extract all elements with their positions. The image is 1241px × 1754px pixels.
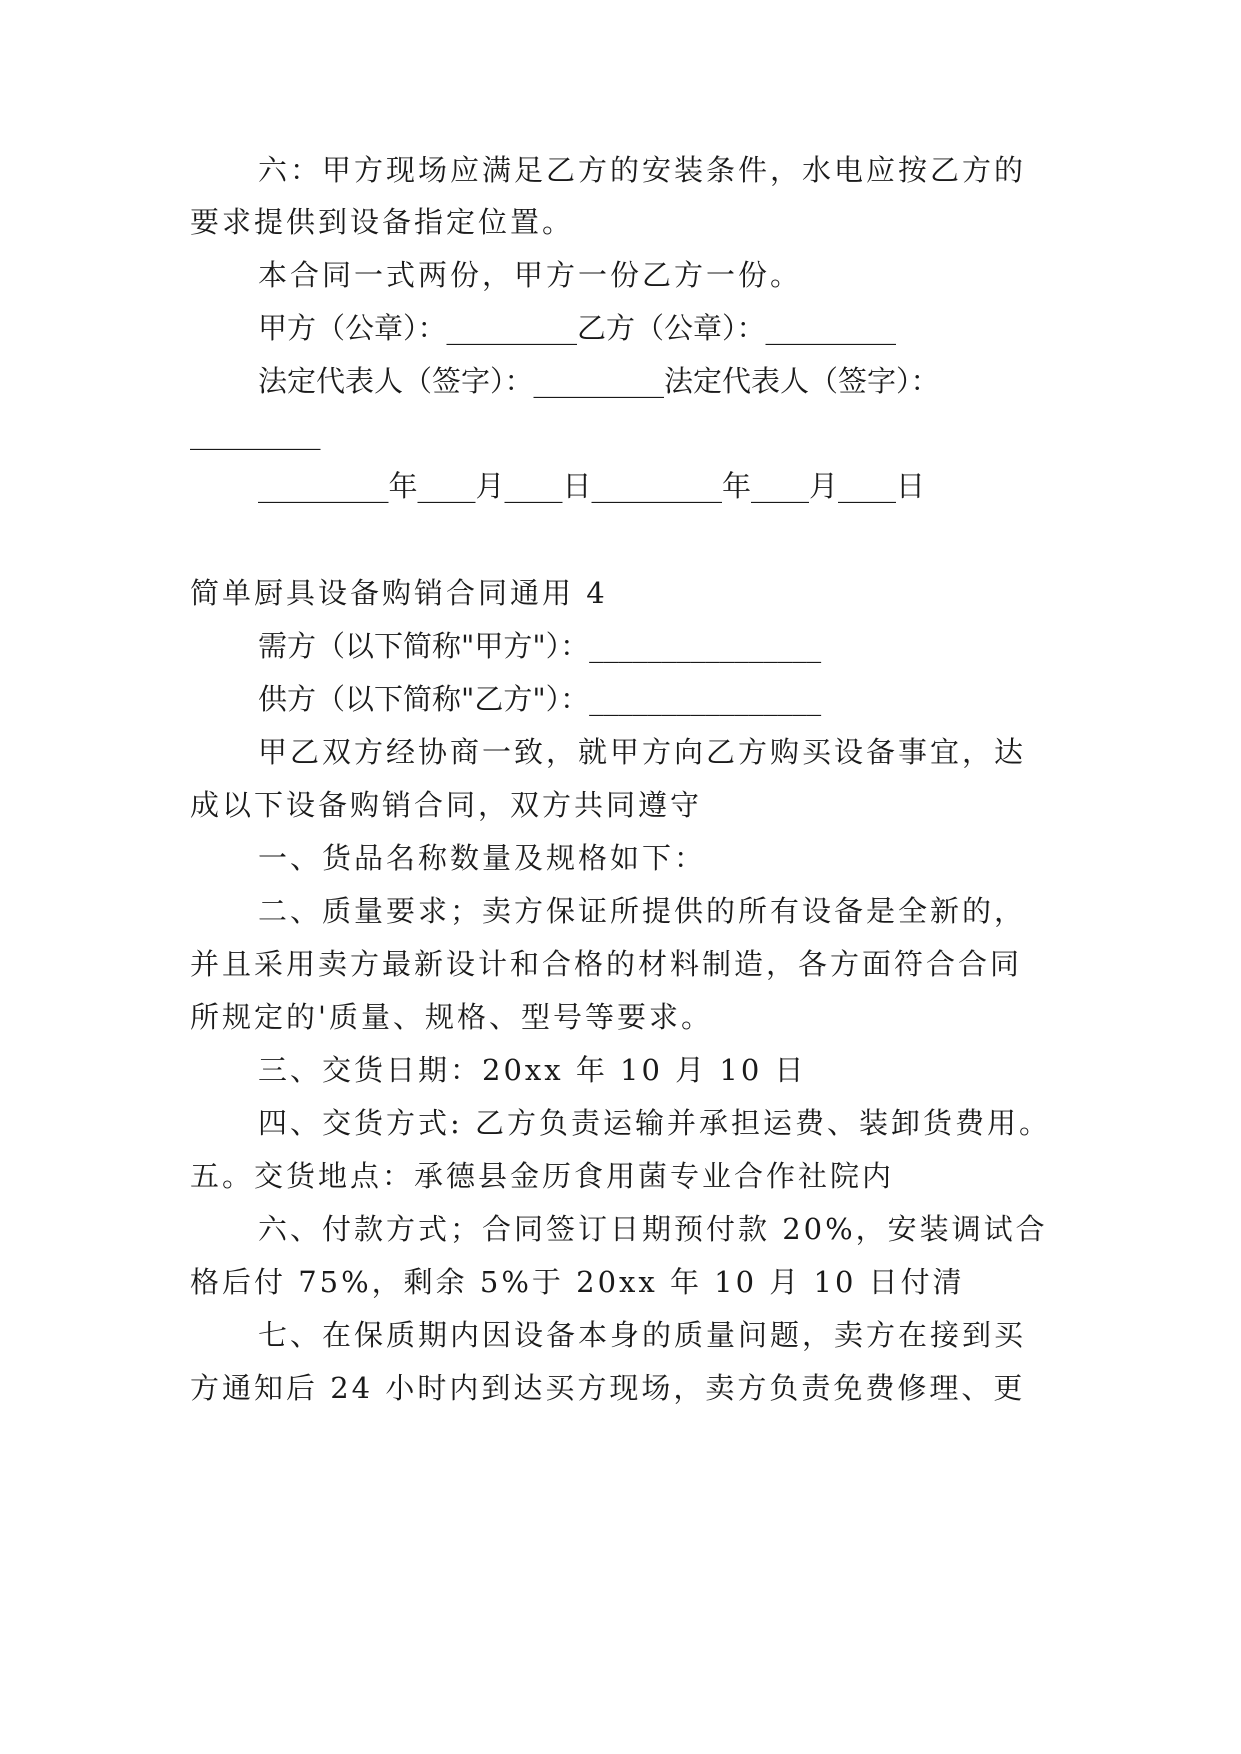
paragraph-line: 格后付 75%，剩余 5%于 20xx 年 10 月 10 日付清 <box>190 1265 965 1299</box>
paragraph-line: 本合同一式两份，甲方一份乙方一份。 <box>258 258 803 292</box>
clause-line: 二、质量要求；卖方保证所提供的所有设备是全新的， <box>258 894 1027 928</box>
date-line: _________年____月____日_________年____月____日 <box>258 469 926 503</box>
section-title: 简单厨具设备购销合同通用 4 <box>190 576 608 610</box>
paragraph-line: 所规定的'质量、规格、型号等要求。 <box>190 1000 713 1034</box>
paragraph-line: 并且采用卖方最新设计和合格的材料制造，各方面符合合同 <box>190 947 1023 981</box>
signature-line-seal: 甲方（公章）：_________乙方（公章）：_________ <box>258 311 897 345</box>
paragraph-line: 要求提供到设备指定位置。 <box>190 205 575 239</box>
paragraph-line: 方通知后 24 小时内到达买方现场，卖方负责免费修理、更 <box>190 1371 1026 1405</box>
clause-line: 四、交货方式: 乙方负责运输并承担运费、装卸货费用。 <box>258 1106 1051 1140</box>
buyer-line: 需方（以下简称"甲方"）：________________ <box>258 629 822 663</box>
paragraph-line: 六：甲方现场应满足乙方的安装条件，水电应按乙方的 <box>258 153 1027 187</box>
supplier-line: 供方（以下简称"乙方"）：________________ <box>258 682 822 716</box>
paragraph-line: 甲乙双方经协商一致，就甲方向乙方购买设备事宜，达 <box>258 735 1027 769</box>
clause-line: 六、付款方式；合同签订日期预付款 20%，安装调试合 <box>258 1212 1048 1246</box>
signature-line-representative: 法定代表人（签字）：_________法定代表人（签字）： <box>258 364 940 398</box>
clause-line: 一、货品名称数量及规格如下： <box>258 841 707 875</box>
clause-line: 五。交货地点：承德县金历食用菌专业合作社院内 <box>190 1159 895 1193</box>
signature-blank: _________ <box>190 416 321 450</box>
clause-line: 七、在保质期内因设备本身的质量问题，卖方在接到买 <box>258 1318 1027 1352</box>
paragraph-line: 成以下设备购销合同，双方共同遵守 <box>190 788 703 822</box>
clause-line: 三、交货日期：20xx 年 10 月 10 日 <box>258 1053 807 1087</box>
